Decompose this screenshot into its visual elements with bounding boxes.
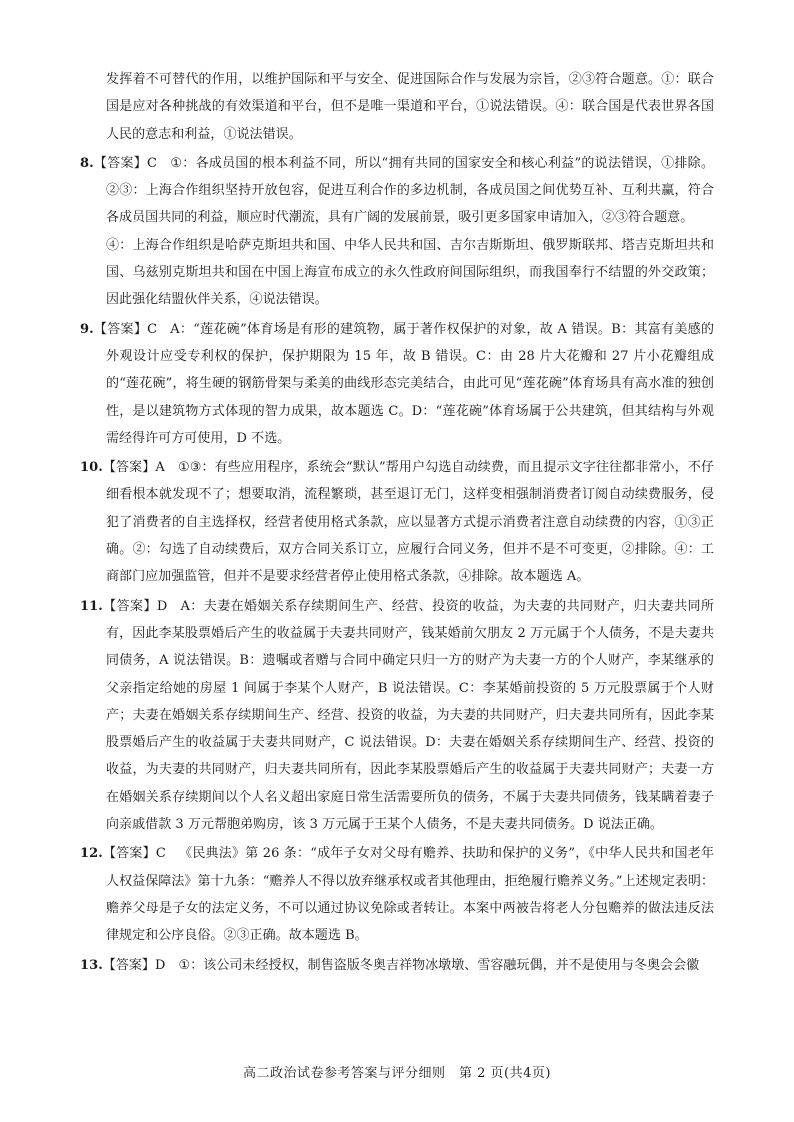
answer-paragraph bbox=[80, 232, 714, 314]
answer-tag: 【答案】D bbox=[102, 598, 168, 614]
answer-key-body bbox=[80, 66, 714, 979]
intro-paragraph: 发挥着不可替代的作用，以维护国际和平与安全、促进国际合作与发展为宗旨，②③符合题意。①：联合国是应对各种挑战的有效渠道和平台，但不是唯一渠道和平台，①说法错误。④：联合国是代表世界各国人民的意志和利益，①说法错误。 bbox=[106, 72, 714, 142]
answer-tag: 【答案】C bbox=[93, 155, 158, 171]
answer-number: 12. bbox=[80, 846, 103, 862]
answer-item bbox=[80, 454, 714, 590]
answer-text: A：“莲花碗”体育场是有形的建筑物，属于著作权保护的对象，故 A 错误。B：其富有美感的外观设计应受专利权的保护，保护期限为 15 年，故 B 错误。C：由 28 片大花瓣和 27 片小花瓣组成的“莲花碗”，将生硬的钢筋骨架与柔美的曲线形态完美结合，由此可见“莲花碗”体育场具有高水准的独创性，是以建筑物方式体现的智力成果，故本题选 C。D：“莲花碗”体育场属于公共建筑，但其结构与外观需经得许可方可使用，D 不选。 bbox=[106, 321, 715, 446]
answer-number: 13. bbox=[80, 957, 103, 973]
page-footer: 高二政治试卷参考答案与评分细则 第 2 页(共4页) bbox=[243, 1066, 551, 1081]
answer-paragraph bbox=[80, 952, 714, 979]
answer-paragraph bbox=[80, 150, 714, 232]
answer-text: ①③：有些应用程序，系统会“默认”帮用户勾选自动续费，而且提示文字往往都非常小，不仔细看根本就发现不了；想要取消，流程繁琐，甚至退订无门，这样变相强制消费者订阅自动续费服务，侵犯了消费者的自主选择权，经营者使用格式条款，应以显著方式提示消费者注意自动续费的内容，①③正确。②：勾选了自动续费后，双方合同关系订立，应履行合同义务，但并不是不可变更，②排除。④：工商部门应加强监管，但并不是要求经营者停止使用格式条款，④排除。故本题选 A。 bbox=[106, 460, 714, 585]
answer-text: ④：上海合作组织是哈萨克斯坦共和国、中华人民共和国、吉尔吉斯斯坦、俄罗斯联邦、塔吉克斯坦共和国、乌兹别克斯坦共和国在中国上海宣布成立的永久性政府间国际组织，而我国奉行不结盟的外交政策；因此强化结盟伙伴关系，④说法错误。 bbox=[106, 237, 714, 308]
answer-number: 9. bbox=[80, 321, 94, 337]
answer-item bbox=[80, 150, 714, 314]
answer-item bbox=[80, 952, 714, 979]
answer-tag: 【答案】D bbox=[102, 957, 166, 973]
answer-text: 《民典法》第 26 条：“成年子女对父母有赡养、扶助和保护的义务”，《中华人民共和国老年人权益保障法》第十九条：“赡养人不得以放弃继承权或者其他理由，拒绝履行赡养义务。”上述规定表明：赡养父母是子女的法定义务，不可以通过协议免除或者转让。本案中两被告将老人分包赡养的做法违反法律规定和公序良俗。②③正确。故本题选 B。 bbox=[106, 846, 714, 944]
answer-number: 8. bbox=[80, 155, 94, 171]
answer-paragraph bbox=[80, 316, 714, 452]
answer-paragraph bbox=[80, 840, 714, 949]
answer-tag: 【答案】C bbox=[102, 846, 166, 862]
answer-text: ①：该公司未经授权，制售盗版冬奥吉祥物冰墩墩、雪容融玩偶，并不是使用与冬奥会会徽 bbox=[178, 957, 700, 973]
answer-item bbox=[80, 593, 714, 839]
answer-item bbox=[80, 840, 714, 949]
answer-tag: 【答案】A bbox=[102, 460, 165, 476]
answer-items bbox=[80, 150, 714, 979]
answer-tag: 【答案】C bbox=[93, 321, 158, 337]
answer-number: 10. bbox=[80, 460, 103, 476]
answer-text: A：夫妻在婚姻关系存续期间生产、经营、投资的收益，为夫妻的共同财产，归夫妻共同所有，因此李某股票婚后产生的收益属于夫妻共同财产，钱某婚前欠朋友 2 万元属于个人债务，不是夫妻共同债务，A 说法错误。B：遗嘱或者赠与合同中确定只归一方的财产为夫妻一方的个人财产，李某继承的父亲指定给她的房屋 1 间属于李某个人财产，B 说法错误。C：李某婚前投资的 5 万元股票属于个人财产；夫妻在婚姻关系存续期间生产、经营、投资的收益，为夫妻的共同财产，归夫妻共同所有，因此李某股票婚后产生的收益属于夫妻共同财产，C 说法错误。D：夫妻在婚姻关系存续期间生产、经营、投资的收益，为夫妻的共同财产，归夫妻共同所有，因此李某股票婚后产生的收益属于夫妻共同财产；夫妻一方在婚姻关系存续期间以个人名义超出家庭日常生活需要所负的债务，不属于夫妻共同债务，钱某瞒着妻子向亲戚借款 3 万元帮胞弟购房，该 3 万元属于王某个人债务，不是夫妻共同债务。D 说法正确。 bbox=[106, 598, 714, 833]
answer-paragraph bbox=[80, 454, 714, 590]
answer-number: 11. bbox=[80, 598, 103, 614]
answer-paragraph bbox=[80, 593, 714, 839]
answer-item bbox=[80, 316, 714, 452]
answer-text: ①：各成员国的根本利益不同，所以“拥有共同的国家安全和核心利益”的说法错误，①排除。②③：上海合作组织坚持开放包容，促进互利合作的多边机制，各成员国之间优势互补、互利共赢，符合各成员国共同的利益，顺应时代潮流，具有广阔的发展前景，吸引更多国家申请加入，②③符合题意。 bbox=[106, 155, 714, 226]
